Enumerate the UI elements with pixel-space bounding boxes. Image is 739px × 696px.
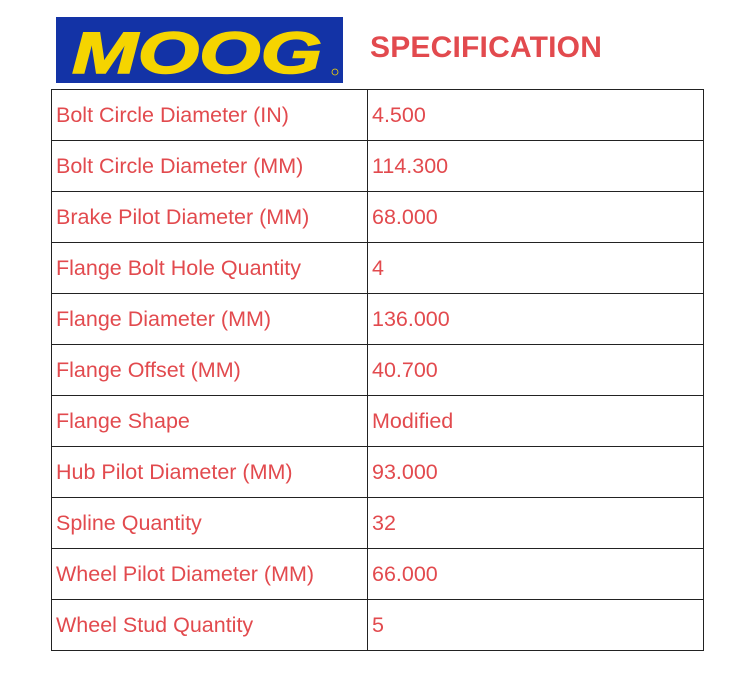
table-row <box>52 447 704 498</box>
moog-logo <box>56 17 343 83</box>
page-title: SPECIFICATION <box>370 31 603 64</box>
spec-label: Flange Bolt Hole Quantity <box>52 243 368 294</box>
spec-label: Flange Diameter (MM) <box>52 294 368 345</box>
spec-value: 40.700 <box>368 345 704 396</box>
table-row <box>52 549 704 600</box>
spec-label: Spline Quantity <box>52 498 368 549</box>
table-row <box>52 600 704 651</box>
spec-value: Modified <box>368 396 704 447</box>
spec-label: Hub Pilot Diameter (MM) <box>52 447 368 498</box>
spec-value: 68.000 <box>368 192 704 243</box>
table-row <box>52 294 704 345</box>
spec-value: 93.000 <box>368 447 704 498</box>
spec-label: Brake Pilot Diameter (MM) <box>52 192 368 243</box>
spec-value: 136.000 <box>368 294 704 345</box>
moog-logo-graphic <box>56 17 343 83</box>
table-row <box>52 90 704 141</box>
specification-table-body <box>52 90 704 651</box>
specification-table <box>51 89 704 651</box>
spec-label: Wheel Pilot Diameter (MM) <box>52 549 368 600</box>
header <box>56 17 716 83</box>
spec-label: Flange Offset (MM) <box>52 345 368 396</box>
table-row <box>52 345 704 396</box>
registered-mark-icon <box>332 69 338 75</box>
spec-label: Bolt Circle Diameter (IN) <box>52 90 368 141</box>
spec-value: 114.300 <box>368 141 704 192</box>
table-row <box>52 396 704 447</box>
table-row <box>52 141 704 192</box>
table-row <box>52 192 704 243</box>
spec-label: Flange Shape <box>52 396 368 447</box>
spec-label: Bolt Circle Diameter (MM) <box>52 141 368 192</box>
spec-value: 5 <box>368 600 704 651</box>
spec-value: 66.000 <box>368 549 704 600</box>
spec-value: 4.500 <box>368 90 704 141</box>
table-row <box>52 243 704 294</box>
spec-value: 32 <box>368 498 704 549</box>
spec-label: Wheel Stud Quantity <box>52 600 368 651</box>
moog-logo-text: MOOG <box>72 21 322 83</box>
table-row <box>52 498 704 549</box>
spec-value: 4 <box>368 243 704 294</box>
